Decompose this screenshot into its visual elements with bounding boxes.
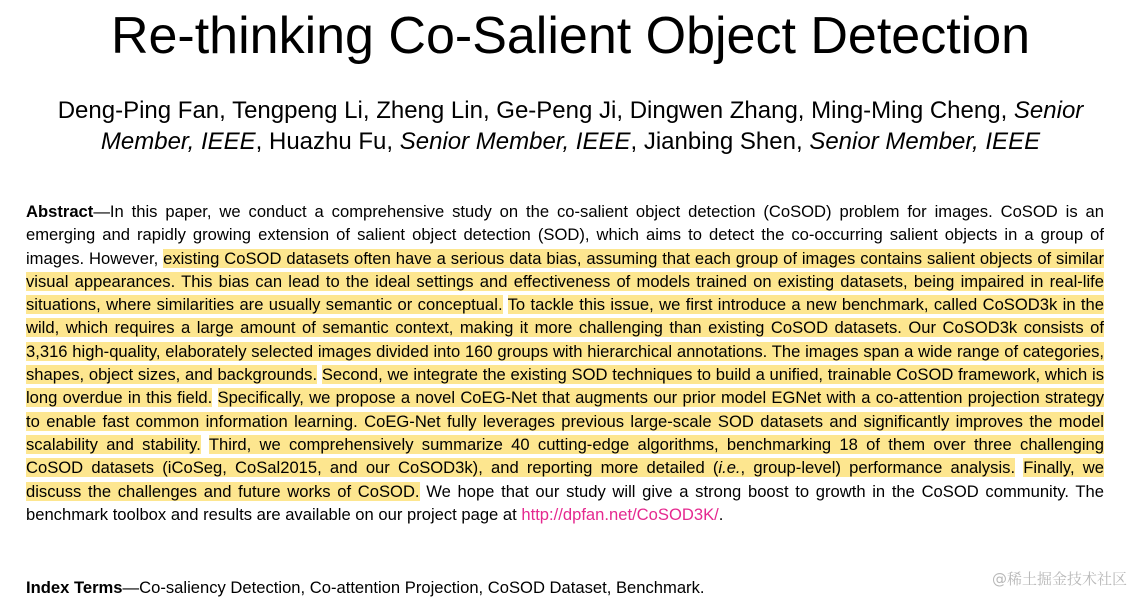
- author-list: Deng-Ping Fan, Tengpeng Li, Zheng Lin, Ge-Peng Ji, Dingwen Zhang, Ming-Ming Cheng, Senior Member, IEEE, Huazhu Fu, Senior Member, IEEE, Jianbing Shen, Senior Member, IEEE: [57, 97, 1084, 155]
- author-name: Dingwen Zhang: [629, 97, 798, 124]
- abstract-text: We hope that our study will give a strong boost to growth in the CoSOD community. The benchmark toolbox and results are available on our project page at: [26, 481, 1104, 524]
- author-name: Jianbing Shen: [643, 128, 796, 155]
- author-role: Senior Member, IEEE: [100, 97, 1084, 155]
- index-terms-text: Co-saliency Detection, Co-attention Projection, CoSOD Dataset, Benchmark.: [139, 578, 705, 597]
- author-name: Ming-Ming Cheng: [811, 97, 1001, 124]
- index-terms-dash: —: [122, 578, 140, 597]
- abstract-dash: —: [93, 202, 110, 221]
- abstract-text: [503, 295, 508, 314]
- author-name: Tengpeng Li: [232, 97, 363, 124]
- author-role: Senior Member, IEEE: [809, 128, 1041, 155]
- highlighted-text: Second, we integrate the existing SOD techniques to build a unified, trainable CoSOD framework, which is long overdue in this field.: [26, 365, 1105, 408]
- abstract-text: [201, 435, 209, 454]
- author-role: Senior Member, IEEE: [399, 128, 631, 155]
- abstract-text: [212, 388, 217, 407]
- abstract-text: In this paper, we conduct a comprehensive study on the co-salient object detection (CoSOD) problem for images. CoSOD is an emerging and rapidly growing extension of salient object detection (SOD), which aims to detect the co-occurring salient objects in a group of images. However,: [26, 202, 1104, 268]
- abstract-text: .: [718, 504, 724, 524]
- paper-title: Re-thinking Co-Salient Object Detection: [110, 7, 1031, 65]
- author-name: Huazhu Fu: [268, 128, 387, 155]
- abstract-body: [26, 202, 1104, 524]
- watermark: @稀土掘金技术社区: [991, 570, 1127, 588]
- highlighted-text: existing CoSOD datasets often have a serious data bias, assuming that each group of images contains salient objects of similar visual appearances. This bias can lead to the ideal settings and effectiveness of models trained on existing datasets, being impaired in real-life situations, where similarities are usually semantic or conceptual.: [26, 248, 1104, 315]
- author-name: Ge-Peng Ji: [496, 97, 617, 124]
- highlighted-text: , group-level) performance analysis.: [740, 458, 1016, 478]
- index-terms-label: Index Terms: [26, 578, 123, 597]
- abstract: [26, 200, 1104, 526]
- abstract-label: Abstract: [26, 202, 94, 221]
- highlighted-text: To tackle this issue, we first introduce a new benchmark, called CoSOD3k in the wild, which requires a large amount of semantic context, making it more challenging than existing CoSOD datasets. Our CoSOD3k consists of 3,316 high-quality, elaborately selected images divided into 160 groups with hierarchical annotations. The images span a wide range of categories, shapes, object sizes, and backgrounds.: [26, 295, 1105, 385]
- highlighted-text: Finally, we discuss the challenges and future works of CoSOD.: [26, 458, 1104, 501]
- author-name: Zheng Lin: [376, 97, 483, 124]
- author-name: Deng-Ping Fan: [57, 97, 220, 124]
- project-page-link[interactable]: http://dpfan.net/CoSOD3K/: [521, 504, 719, 524]
- index-terms: [26, 576, 705, 599]
- highlighted-text: Third, we comprehensively summarize 40 cutting-edge algorithms, benchmarking 18 of them over three challenging CoSOD datasets (iCoSeg, CoSal2015, and our CoSOD3k), and reporting more detailed (: [26, 434, 1104, 478]
- abstract-italic-text: i.e.: [718, 458, 741, 478]
- highlighted-text: Specifically, we propose a novel CoEG-Net that augments our prior model EGNet with a co-attention projection strategy to enable fast common information learning. CoEG-Net fully leverages previous large-scale SOD datasets and significantly improves the model scalability and stability.: [26, 388, 1104, 454]
